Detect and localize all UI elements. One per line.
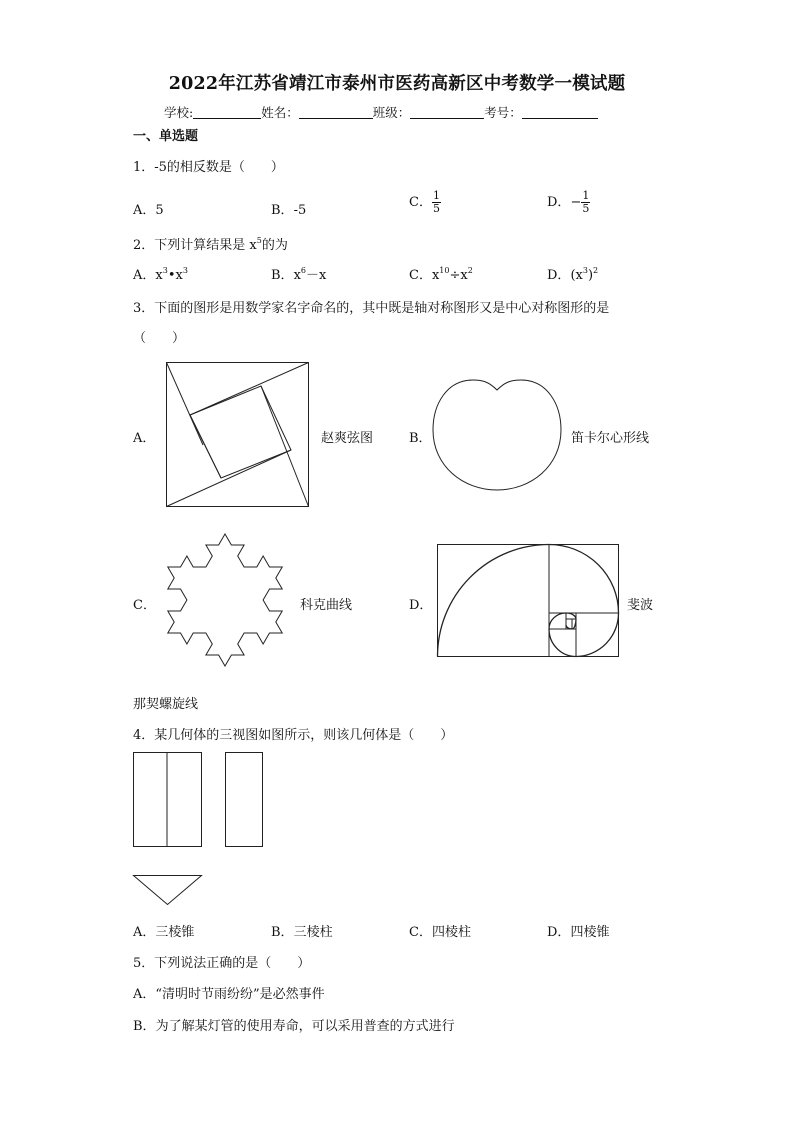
- fraction-numerator: 1: [582, 189, 590, 202]
- option-text: 三棱锥: [155, 925, 195, 940]
- option-text: -5: [293, 203, 307, 218]
- page-title: 2022年江苏省靖江市泰州市医药高新区中考数学一模试题: [168, 74, 626, 94]
- math-base: (x: [570, 268, 583, 283]
- fraction-numerator: 1: [432, 189, 440, 202]
- option-letter: A．: [133, 925, 156, 940]
- q1-stem: 1．-5的相反数是（ ）: [133, 160, 284, 175]
- fraction: [581, 190, 590, 215]
- q1-option-d[interactable]: [547, 190, 590, 215]
- option-letter: A．: [133, 203, 156, 218]
- q3-option-b-label: 笛卡尔心形线: [571, 431, 650, 446]
- option-text: 三棱柱: [293, 925, 333, 940]
- q3-option-d-letter[interactable]: D．: [409, 598, 433, 613]
- q1-option-c[interactable]: [409, 190, 441, 215]
- name-label: 姓名：: [261, 105, 299, 120]
- q5-option-a[interactable]: [133, 983, 325, 1002]
- number-label: 考号：: [484, 105, 522, 120]
- koch-snowflake-diagram: [160, 528, 290, 671]
- cardioid-diagram: [433, 380, 561, 492]
- student-info-row: [164, 103, 598, 121]
- q3-option-a-label: 赵爽弦图: [321, 431, 374, 446]
- math-exponent: 3: [162, 266, 168, 275]
- q2-stem-text: 2．下列计算结果是 x: [133, 238, 257, 253]
- option-letter: C．: [409, 268, 432, 283]
- math-paren: ): [587, 268, 594, 283]
- option-letter: D．: [547, 195, 571, 210]
- q4-stem: 4．某几何体的三视图如图所示，则该几何体是（ ）: [133, 728, 454, 743]
- section-heading: 一、单选题: [133, 129, 199, 144]
- q1-option-a[interactable]: [133, 199, 164, 218]
- q3-option-d-label: 斐波: [627, 598, 654, 613]
- q3-stem-cont: （ ）: [133, 331, 186, 346]
- option-letter: B．: [271, 268, 294, 283]
- name-blank[interactable]: [299, 106, 373, 119]
- q3-option-b-letter[interactable]: B．: [409, 431, 432, 446]
- fraction: [432, 190, 441, 215]
- option-letter: C．: [409, 925, 432, 940]
- math-operator: ÷x: [449, 268, 468, 283]
- math-operator: •: [167, 268, 176, 283]
- option-letter: A．: [133, 268, 156, 283]
- math-exponent: 6: [300, 266, 306, 275]
- math-exponent: 2: [467, 266, 473, 275]
- q4-option-b[interactable]: [271, 921, 333, 940]
- math-base: x: [293, 268, 301, 283]
- q3-stem: 3．下面的图形是用数学家名字命名的，其中既是轴对称图形又是中心对称图形的是: [133, 301, 610, 316]
- number-blank[interactable]: [522, 106, 598, 119]
- math-base: x: [431, 268, 440, 283]
- fraction-denominator: 5: [432, 202, 440, 215]
- q4-option-d[interactable]: [547, 921, 609, 940]
- school-blank[interactable]: [193, 106, 261, 119]
- q5-option-b[interactable]: [133, 1015, 455, 1034]
- option-letter: D．: [547, 925, 571, 940]
- class-label: 班级：: [372, 105, 411, 120]
- option-letter: B．: [271, 203, 294, 218]
- q1-option-b[interactable]: [271, 199, 306, 218]
- q5-stem: 5．下列说法正确的是（ ）: [133, 956, 311, 971]
- math-exponent: 10: [439, 266, 450, 275]
- top-view-diagram: [133, 875, 202, 905]
- school-label: 学校:: [164, 105, 194, 120]
- option-letter: C．: [409, 195, 432, 210]
- zhao-shuang-diagram: [166, 362, 309, 507]
- q3-option-a-letter[interactable]: A．: [133, 431, 156, 446]
- math-base: x: [175, 268, 183, 283]
- fraction-denominator: 5: [582, 202, 590, 215]
- fibonacci-spiral-diagram: [437, 544, 619, 657]
- math-base: x: [155, 268, 163, 283]
- q3-option-d-label-cont: 那契螺旋线: [133, 697, 199, 712]
- q3-option-c-letter[interactable]: C．: [133, 598, 156, 613]
- side-view-diagram: [225, 752, 263, 847]
- q2-option-a[interactable]: [133, 264, 188, 283]
- q3-option-c-label: 科克曲线: [300, 598, 353, 613]
- option-letter: A．: [133, 987, 156, 1002]
- option-text: 四棱柱: [431, 925, 471, 940]
- q2-stem: [133, 234, 288, 253]
- q2-option-c[interactable]: [409, 264, 473, 283]
- math-rest: －x: [306, 268, 327, 283]
- front-view-diagram: [133, 752, 202, 847]
- math-exponent: 2: [593, 266, 599, 275]
- q2-stem-exponent: 5: [256, 236, 262, 245]
- q2-option-d[interactable]: [547, 264, 598, 283]
- q4-option-a[interactable]: [133, 921, 194, 940]
- class-blank[interactable]: [410, 106, 484, 119]
- minus-sign: −: [570, 195, 582, 210]
- option-letter: B．: [133, 1019, 156, 1034]
- option-letter: B．: [271, 925, 294, 940]
- q4-option-c[interactable]: [409, 921, 471, 940]
- math-exponent: 3: [182, 266, 188, 275]
- q2-stem-text-end: 的为: [261, 238, 288, 253]
- option-text: 5: [155, 203, 164, 218]
- option-text: “清明时节雨纷纷”是必然事件: [155, 987, 325, 1002]
- option-text: 四棱锥: [570, 925, 610, 940]
- q2-option-b[interactable]: [271, 264, 326, 283]
- option-letter: D．: [547, 268, 571, 283]
- option-text: 为了解某灯管的使用寿命，可以采用普查的方式进行: [155, 1019, 455, 1034]
- math-exponent: 3: [582, 266, 588, 275]
